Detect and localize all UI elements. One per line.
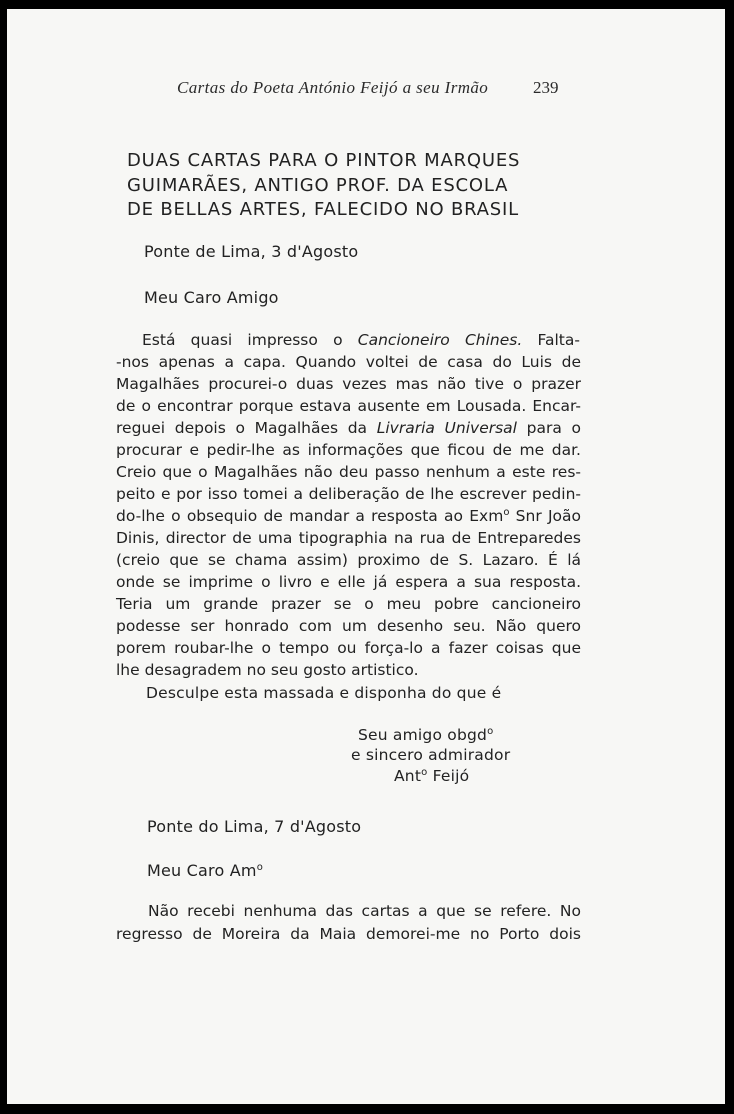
letter2-text-line: regresso de Moreira da Maia demorei-me no Porto dois: [116, 925, 581, 943]
letter2-place-date: Ponte do Lima, 7 d'Agosto: [147, 817, 362, 836]
heading-line-2: GUIMARÃES, ANTIGO PROF. DA ESCOLA: [127, 174, 509, 196]
letter1-text-line: procurar e pedir-lhe as informações que ficou de me dar.: [116, 441, 581, 459]
page-number: 239: [533, 78, 559, 97]
running-title: Cartas do Poeta António Feijó a seu Irmão: [177, 78, 489, 97]
letter1-salutation: Meu Caro Amigo: [144, 288, 279, 307]
letter1-text-line: peito e por isso tomei a deliberação de lhe escrever pedin-: [116, 485, 581, 503]
letter1-place-date: Ponte de Lima, 3 d'Agosto: [144, 242, 359, 261]
letter1-signature-line-1: Seu amigo obgd$^o$: [358, 726, 494, 744]
letter1-text-line: Dinis, director de uma tipographia na rua de Entreparedes: [116, 529, 581, 547]
letter1-text-line: Magalhães procurei-o duas vezes mas não tive o prazer: [116, 375, 581, 393]
letter1-text-line: de o encontrar porque estava ausente em Lousada. Encar-: [116, 397, 581, 415]
letter1-closing: Desculpe esta massada e disponha do que é: [146, 684, 502, 702]
letter1-text-line: podesse ser honrado com um desenho seu. Não quero: [116, 617, 581, 635]
heading-line-3: DE BELLAS ARTES, FALECIDO NO BRASIL: [127, 199, 519, 220]
letter1-signature-line-2: e sincero admirador: [351, 746, 511, 764]
book-page: [7, 9, 725, 1104]
letter1-text-line: Creio que o Magalhães não deu passo nenhum a este res-: [116, 463, 581, 481]
letter1-text-line: (creio que se chama assim) proximo de S. Lazaro. É lá: [116, 551, 581, 569]
letter1-text-line: Está quasi impresso o Cancioneiro Chines. Falta-: [142, 331, 580, 349]
letter1-text-line: do-lhe o obsequio de mandar a resposta ao Exm$^o$ Snr João: [116, 507, 581, 525]
letter1-text-line: -nos apenas a capa. Quando voltei de casa do Luis de: [116, 353, 581, 371]
letter1-text-line: onde se imprime o livro e elle já espera a sua resposta.: [116, 573, 581, 591]
letter1-text-line: Teria um grande prazer se o meu pobre cancioneiro: [116, 595, 581, 613]
letter2-salutation: Meu Caro Am$^o$: [147, 861, 264, 880]
letter2-text-line: Não recebi nenhuma das cartas a que se refere. No: [148, 902, 581, 920]
page-header: [7, 78, 725, 102]
letter1-text-line: lhe desagradem no seu gosto artistico.: [116, 661, 419, 679]
letter1-text-line: porem roubar-lhe o tempo ou força-lo a fazer coisas que: [116, 639, 581, 657]
chapter-heading: [127, 149, 567, 223]
letter1-text-line: reguei depois o Magalhães da Livraria Universal para o: [116, 419, 581, 437]
letter1-signature-name: Ant$^o$ Feijó: [394, 767, 470, 785]
heading-line-1: DUAS CARTAS PARA O PINTOR MARQUES: [127, 150, 521, 171]
